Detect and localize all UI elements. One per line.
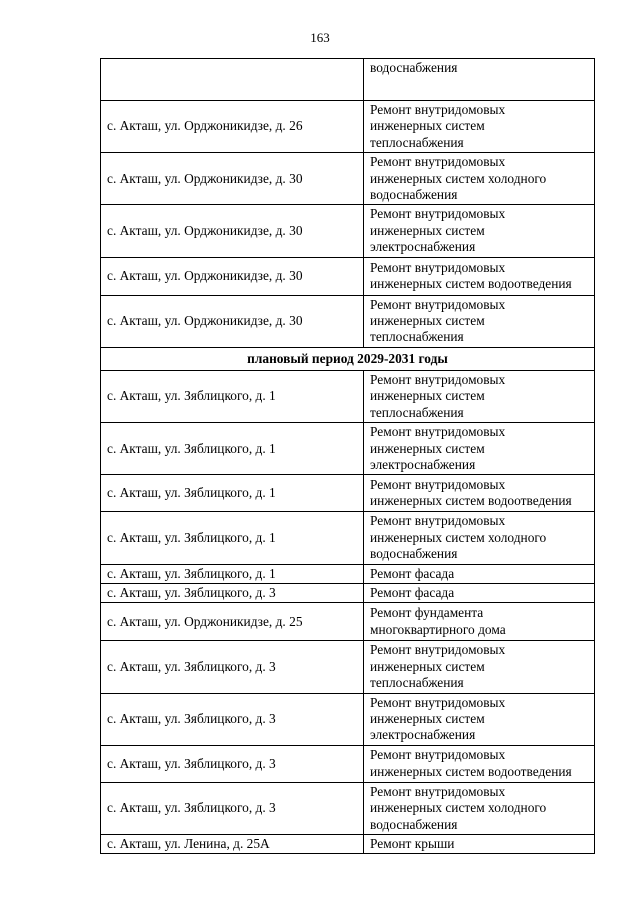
- address-cell: с. Акташ, ул. Орджоникидзе, д. 30: [101, 205, 364, 257]
- work-type-line: Ремонт внутридомовых: [370, 102, 506, 117]
- work-type-line: инженерных систем: [370, 313, 485, 329]
- work-type-line: Ремонт внутридомовых: [370, 747, 506, 763]
- table-row: [101, 475, 595, 512]
- work-type-line: Ремонт фасада: [370, 565, 455, 581]
- work-type-cell: [364, 59, 595, 101]
- address-cell: с. Акташ, ул. Зяблицкого, д. 3: [101, 782, 364, 834]
- work-type-line: Ремонт внутридомовых: [370, 642, 506, 658]
- work-type-line: инженерных систем холодного: [370, 529, 547, 545]
- address-cell: с. Акташ, ул. Зяблицкого, д. 1: [101, 564, 364, 583]
- table-row: [101, 782, 595, 834]
- work-type-line: инженерных систем водоотведения: [370, 276, 572, 292]
- work-type-line: водоснабжения: [370, 546, 458, 562]
- work-type-line: Ремонт внутридомовых: [370, 476, 506, 492]
- work-type-line: многоквартирного дома: [370, 621, 506, 637]
- address-cell: с. Акташ, ул. Орджоникидзе, д. 26: [101, 101, 364, 153]
- work-type-line: электроснабжения: [370, 727, 476, 743]
- address-cell: с. Акташ, ул. Зяблицкого, д. 3: [101, 693, 364, 745]
- work-type-line: электроснабжения: [370, 239, 476, 255]
- work-type-line: инженерных систем: [370, 710, 485, 726]
- address-cell: с. Акташ, ул. Зяблицкого, д. 1: [101, 370, 364, 422]
- work-type-line: инженерных систем: [370, 388, 485, 404]
- work-type-line: инженерных систем водоотведения: [370, 493, 572, 509]
- repair-schedule-table: [100, 58, 595, 854]
- work-type-line: водоснабжения: [370, 187, 458, 203]
- address-cell: [101, 59, 364, 101]
- section-header-row: [101, 347, 595, 370]
- address-cell: с. Акташ, ул. Ленина, д. 25А: [101, 835, 364, 854]
- work-type-cell: [364, 475, 595, 512]
- table-row: [101, 745, 595, 782]
- address-cell: с. Акташ, ул. Орджоникидзе, д. 30: [101, 295, 364, 347]
- work-type-line: Ремонт внутридомовых: [370, 371, 506, 387]
- work-type-line: инженерных систем водоотведения: [370, 763, 572, 779]
- table-row: [101, 370, 595, 422]
- address-cell: с. Акташ, ул. Зяблицкого, д. 1: [101, 423, 364, 475]
- work-type-line: Ремонт внутридомовых: [370, 259, 506, 275]
- table-row: [101, 603, 595, 641]
- table-row: [101, 59, 595, 101]
- work-type-line: инженерных систем: [370, 440, 485, 456]
- work-type-line: Ремонт внутридомовых: [370, 206, 506, 222]
- work-type-line: теплоснабжения: [370, 134, 464, 150]
- work-type-line: инженерных систем: [370, 222, 485, 238]
- section-title: плановый период 2029-2031 годы: [101, 347, 595, 370]
- work-type-cell: [364, 295, 595, 347]
- work-type-cell: [364, 782, 595, 834]
- work-type-cell: [364, 205, 595, 257]
- page-number: 163: [310, 30, 330, 45]
- work-type-line: Ремонт крыши: [370, 836, 455, 851]
- work-type-line: Ремонт внутридомовых: [370, 424, 506, 440]
- work-type-line: Ремонт внутридомовых: [370, 783, 506, 799]
- work-type-line: Ремонт внутридомовых: [370, 296, 506, 312]
- work-type-cell: [364, 745, 595, 782]
- work-type-line: инженерных систем холодного: [370, 800, 547, 816]
- work-type-line: Ремонт внутридомовых: [370, 694, 506, 710]
- work-type-line: теплоснабжения: [370, 404, 464, 420]
- table-row: [101, 295, 595, 347]
- work-type-cell: [364, 835, 595, 854]
- work-type-line: инженерных систем холодного: [370, 170, 547, 186]
- address-cell: с. Акташ, ул. Зяблицкого, д. 1: [101, 512, 364, 564]
- table-row: [101, 641, 595, 693]
- table-body: [101, 59, 595, 854]
- work-type-line: водоснабжения: [370, 60, 458, 75]
- table-row: [101, 153, 595, 205]
- work-type-line: Ремонт внутридомовых: [370, 513, 506, 529]
- address-cell: с. Акташ, ул. Орджоникидзе, д. 30: [101, 153, 364, 205]
- table-row: [101, 512, 595, 564]
- work-type-cell: [364, 423, 595, 475]
- table-row: [101, 835, 595, 854]
- table-row: [101, 693, 595, 745]
- work-type-cell: [364, 153, 595, 205]
- work-type-line: Ремонт фасада: [370, 584, 455, 600]
- work-type-cell: [364, 641, 595, 693]
- work-type-cell: [364, 512, 595, 564]
- work-type-cell: [364, 693, 595, 745]
- address-cell: с. Акташ, ул. Зяблицкого, д. 1: [101, 475, 364, 512]
- work-type-cell: [364, 603, 595, 641]
- address-cell: с. Акташ, ул. Зяблицкого, д. 3: [101, 583, 364, 602]
- table-row: [101, 101, 595, 153]
- work-type-line: электроснабжения: [370, 456, 476, 472]
- table-row: [101, 423, 595, 475]
- work-type-cell: [364, 583, 595, 602]
- work-type-cell: [364, 257, 595, 295]
- work-type-line: теплоснабжения: [370, 675, 464, 691]
- table-row: [101, 583, 595, 602]
- address-cell: с. Акташ, ул. Зяблицкого, д. 3: [101, 745, 364, 782]
- work-type-line: Ремонт внутридомовых: [370, 154, 506, 170]
- address-cell: с. Акташ, ул. Орджоникидзе, д. 25: [101, 603, 364, 641]
- work-type-line: теплоснабжения: [370, 329, 464, 345]
- work-type-cell: [364, 101, 595, 153]
- address-cell: с. Акташ, ул. Зяблицкого, д. 3: [101, 641, 364, 693]
- table-row: [101, 564, 595, 583]
- work-type-line: водоснабжения: [370, 816, 458, 832]
- work-type-line: инженерных систем: [370, 118, 485, 134]
- work-type-cell: [364, 564, 595, 583]
- table-row: [101, 257, 595, 295]
- work-type-line: инженерных систем: [370, 658, 485, 674]
- work-type-cell: [364, 370, 595, 422]
- address-cell: с. Акташ, ул. Орджоникидзе, д. 30: [101, 257, 364, 295]
- table-row: [101, 205, 595, 257]
- work-type-line: Ремонт фундамента: [370, 605, 484, 621]
